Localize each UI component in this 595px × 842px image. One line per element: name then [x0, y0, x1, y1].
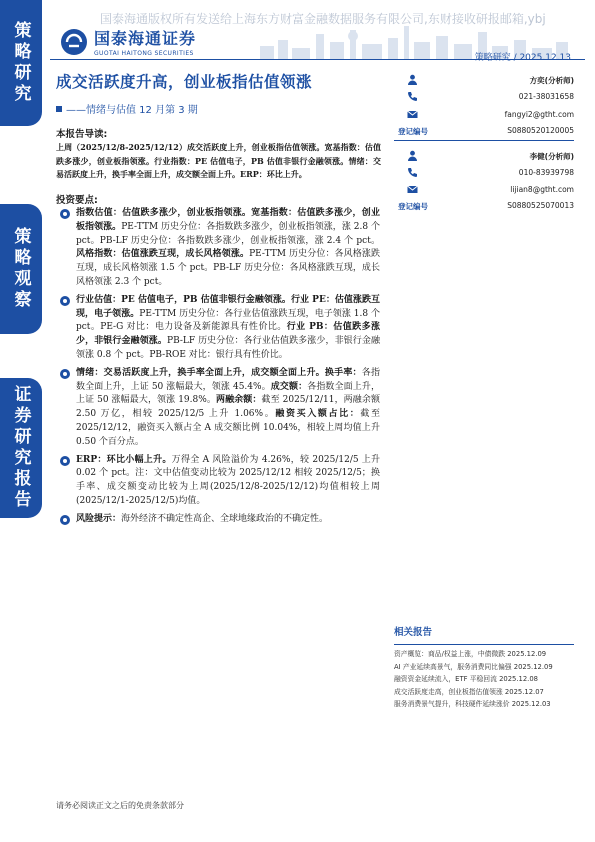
bullet-dot-icon [60, 456, 70, 466]
phone-icon [407, 167, 418, 178]
related-reports-heading: 相关报告 [394, 627, 433, 638]
analyst-phone: 010-83939798 [518, 168, 574, 177]
analyst-registration: S0880520120005 [507, 126, 574, 135]
phone-icon [407, 91, 418, 102]
key-point-risk: 风险提示：海外经济不确定性高企、全球地缘政治的不确定性。 [60, 513, 380, 527]
guide-heading: 本报告导读: [56, 129, 108, 140]
report-title: 成交活跃度升高，创业板指估值领涨 [56, 73, 313, 91]
bullet-dot-icon [60, 369, 70, 379]
disclaimer-footer: 请务必阅读正文之后的免责条款部分 [56, 801, 184, 810]
analyst-name: 李健(分析师) [529, 152, 574, 161]
key-point-erp: ERP：环比小幅上升。万得全 A 风险溢价为 4.26%，较 2025/12/5 上升 0.02 个 pct。注：文中估值变动比较为 2025/12/12 相较 2025/12/5；换手率、成交额变动比较为上周(2025/12/8-2025/12/12)均值相较上周(2025/12/1-2025/12/5)均值。 [60, 454, 380, 509]
company-logo [60, 26, 196, 57]
key-point-index-valuation: 指数估值：估值跌多涨少，创业板指领涨。宽基指数：估值跌多涨少，创业板指领涨。PE-TTM 历史分位：各指数跌多涨少，创业板指领涨，涨 2.8 个 pct。PB-LF 历史分位：各指数跌多涨少，创业板指领涨，涨 2.4 个 pct。风格指数：估值涨跌互现，成长风格领涨。PE-TTM 历史分位：各风格涨跌互现，成长风格领涨 1.5 个 pct。PB-LF 历史分位：各风格涨跌互现，成长风格领涨 2.3 个 pct。 [60, 207, 380, 290]
related-report-item[interactable]: 资产概览：商品/权益上涨，中债微跌 2025.12.09 [394, 650, 547, 658]
registration-label: 登记编号 [398, 202, 428, 211]
bullet-dot-icon [60, 296, 70, 306]
logo-mark-icon [60, 28, 88, 56]
related-report-item[interactable]: 成交活跃度走高，创业板指估值领涨 2025.12.07 [394, 687, 544, 696]
report-tag-date: 策略研究 / 2025.12.13 [474, 53, 571, 63]
related-report-item[interactable]: AI 产业延续高景气，服务消费同比偏强 2025.12.09 [394, 662, 553, 671]
square-bullet-icon [56, 106, 62, 112]
person-icon [407, 150, 418, 161]
key-point-industry-valuation: 行业估值：PE 估值电子，PB 估值非银行金融领涨。行业 PE：估值涨跌互现，电子领涨。PE-TTM 历史分位：各行业估值涨跌互现，电子领涨 1.8 个 pct。PE-G 对比：电力设备及新能源具有性价比。行业 PB：估值跌多涨少，非银行金融领涨。PB-LF 历史分位：各行业估值跌多涨少，非银行金融领涨 0.8 个 pct。PB-ROE 对比：银行具有性价比。 [60, 294, 380, 363]
analyst-phone: 021-38031658 [518, 92, 574, 101]
report-subtitle: ——情绪与估值 12 月第 3 期 [56, 101, 198, 116]
registration-label: 登记编号 [398, 127, 428, 136]
person-icon [407, 74, 418, 85]
analyst-email[interactable]: lijian8@gtht.com [510, 185, 574, 194]
side-label-strategy-research: 策略研究 [0, 0, 42, 126]
analyst-name: 方奕(分析师) [529, 76, 574, 85]
related-reports [394, 624, 574, 712]
analyst-registration: S0880525070013 [507, 201, 574, 210]
watermark: 国泰海通版权所有发送给上海东方财富金融数据服务有限公司,东财接收研报邮箱,ybj [100, 12, 546, 26]
related-report-item[interactable]: 服务消费景气提升，科技硬件延续涨价 2025.12.03 [394, 700, 551, 708]
side-label-strategy-observation: 策略观察 [0, 204, 42, 334]
key-points-heading: 投资要点: [56, 195, 98, 206]
bullet-dot-icon [60, 515, 70, 525]
guide-text: 上周（2025/12/8-2025/12/12）成交活跃度上升，创业板指估值领涨。宽基指数：估值跌多涨少，创业板指领涨。行业指数：PE 估值电子，PB 估值非银行金融领涨。情绪：交易活跃度上升，换手率全面上升，成交额全面上升。ERP：环比上升。 [56, 142, 381, 179]
analyst-email[interactable]: fangyi2@gtht.com [504, 110, 574, 119]
related-report-item[interactable]: 融资资金延续流入，ETF 平稳回流 2025.12.08 [394, 675, 538, 683]
key-points-list [60, 207, 380, 531]
logo-name-cn: 国泰海通证券 [94, 29, 197, 48]
logo-name-en: GUOTAI HAITONG SECURITIES [94, 50, 194, 57]
email-icon [407, 184, 418, 195]
key-point-sentiment: 情绪：交易活跃度上升，换手率全面上升，成交额全面上升。换手率：各指数全面上升，上证 50 涨幅最大，领涨 45.4%。成交额：各指数全面上升，上证 50 涨幅最大，领涨 19.8%。两融余额：截至 2025/12/11，两融余额 2.50 万亿，相较 2025/12/5 上升 1.06%。融资买入额占比：截至 2025/12/12，融资买入额占全 A 成交额比例 10.04%，相较上周均值上升 0.50 个百分点。 [60, 367, 380, 450]
email-icon [407, 109, 418, 120]
left-side-band [0, 0, 42, 842]
side-label-securities-report: 证券研究报告 [0, 378, 42, 518]
related-divider [394, 644, 574, 645]
analyst-divider [394, 140, 574, 141]
bullet-dot-icon [60, 209, 70, 219]
